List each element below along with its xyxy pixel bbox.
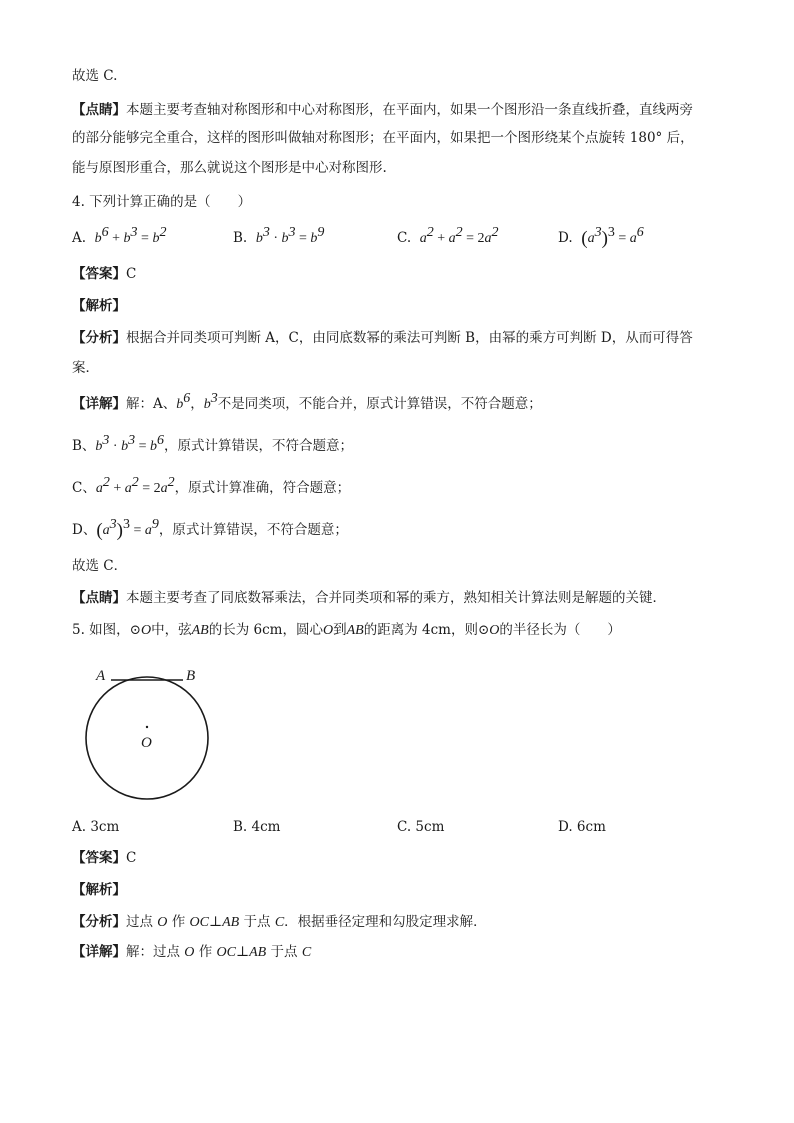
q4-detail-line4: D、$(a^3)^3 = a^9$，原式计算错误，不符合题意； (72, 517, 348, 541)
q5-detail: 【详解】解：过点 O 作 OC⊥AB 于点 C (72, 944, 312, 960)
dianjing-paragraph-line2: 的部分能够完全重合，这样的图形叫做轴对称图形；在平面内，如果把一个图形绕某个点旋转 180° 后， (72, 130, 694, 146)
label-o: O (141, 735, 152, 751)
q5-option-d: D. 6cm (558, 819, 606, 835)
q4-option-b: B. $b^3 \cdot b^3 = b^9$ (233, 225, 325, 246)
q4-option-d: D. $(a^3)^3 = a^6$ (558, 225, 644, 249)
q4-dianjing: 【点睛】本题主要考查了同底数幂乘法，合并同类项和幂的乘方，熟知相关计算法则是解题的关键． (72, 590, 666, 606)
q4-analysis-line1: 【分析】根据合并同类项可判断 A，C，由同底数幂的乘法可判断 B，由幂的乘方可判断 D，从而可得答 (72, 330, 693, 346)
dianjing-paragraph-line1: 【点睛】本题主要考查轴对称图形和中心对称图形，在平面内，如果一个图形沿一条直线折叠，直线两旁 (72, 102, 693, 118)
q4-answer: 【答案】C (72, 266, 137, 282)
q4-detail-line2: B、$b^3 \cdot b^3 = b^6$，原式计算错误，不符合题意； (72, 433, 353, 454)
center-point (146, 726, 148, 728)
q4-detail-line1: 【详解】解：A、$b^6$，$b^3$不是同类项，不能合并，原式计算错误，不符合题意； (72, 391, 542, 412)
q4-conclusion: 故选 C． (72, 558, 128, 574)
q5-answer: 【答案】C (72, 850, 137, 866)
q4-option-c: C. $a^2 + a^2 = 2a^2$ (397, 225, 499, 246)
q5-analysis: 【分析】过点 O 作 OC⊥AB 于点 C．根据垂径定理和勾股定理求解． (72, 914, 487, 930)
conclusion-line: 故选 C. (72, 68, 118, 84)
question-4-stem: 4. 下列计算正确的是（ ） (72, 194, 252, 210)
dianjing-tag: 【点睛】 (72, 102, 126, 118)
q4-detail-line3: C、$a^2 + a^2 = 2a^2$，原式计算准确，符合题意； (72, 475, 351, 496)
q5-option-b: B. 4cm (233, 819, 281, 835)
dianjing-paragraph-line3: 能与原图形重合，那么就说这个图形是中心对称图形. (72, 160, 387, 176)
q4-jiexi-heading: 【解析】 (72, 298, 126, 314)
q5-option-c: C. 5cm (397, 819, 445, 835)
label-a: A (96, 668, 106, 684)
question-5-stem: 5. 如图，⊙O中，弦AB的长为 6cm，圆心O到AB的距离为 4cm，则⊙O的半径长为（ ） (72, 622, 621, 638)
label-b: B (186, 668, 196, 684)
q4-option-a: A. $b^6 + b^3 = b^2$ (72, 225, 167, 246)
q5-option-a: A. 3cm (72, 819, 120, 835)
circle-figure (80, 660, 220, 800)
q5-jiexi-heading: 【解析】 (72, 882, 126, 898)
q4-analysis-line2: 案． (72, 360, 99, 376)
